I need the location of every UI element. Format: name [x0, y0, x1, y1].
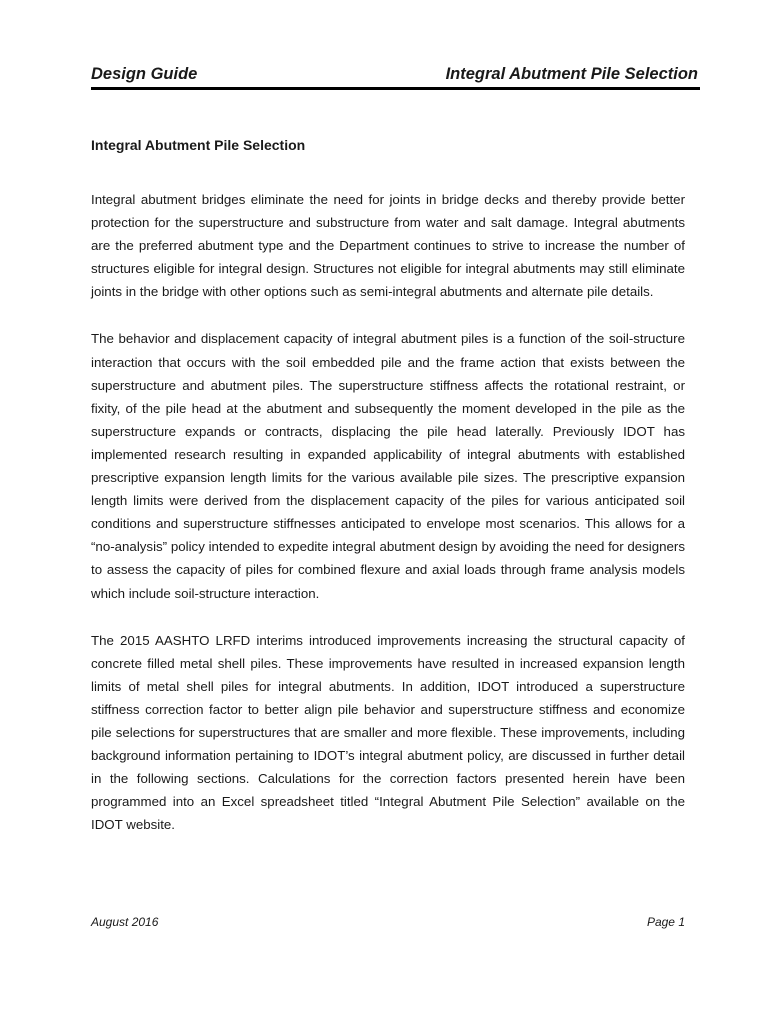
header-doc-title: Integral Abutment Pile Selection [445, 65, 698, 83]
section-title: Integral Abutment Pile Selection [91, 137, 306, 153]
page-header [91, 64, 700, 90]
paragraph-intro: Integral abutment bridges eliminate the need for joints in bridge decks and thereby provide better protection for the superstructure and substructure from water and salt damage. Integral abutments are the preferred abutment type and the Department continues to strive to increase the number of structures eligible for integral design. Structures not eligible for integral abutments may still eliminate joints in the bridge with other options such as semi-integral abutments and alternate pile details. [91, 192, 685, 300]
header-doc-type: Design Guide [91, 65, 198, 83]
footer-page-number: Page 1 [646, 915, 685, 929]
body-text [91, 188, 685, 860]
footer-date: August 2016 [91, 915, 159, 929]
paragraph-improvements: The 2015 AASHTO LRFD interims introduced improvements increasing the structural capacity of concrete filled metal shell piles. These improvements have resulted in increased expansion length limits of metal shell piles for integral abutments. In addition, IDOT introduced a superstructure stiffness correction factor to better align pile behavior and superstructure stiffness and economize pile selections for superstructures that are smaller and more flexible. These improvements, including background information pertaining to IDOT’s integral abutment policy, are discussed in further detail in the following sections. Calculations for the correction factors presented herein have been programmed into an Excel spreadsheet titled “Integral Abutment Pile Selection” available on the IDOT website. [91, 632, 685, 833]
paragraph-behavior: The behavior and displacement capacity of integral abutment piles is a function of the soil-structure interaction that occurs with the soil embedded pile and the frame action that exists between the superstructure and abutment piles. The superstructure stiffness affects the rotational restraint, or fixity, of the pile head at the abutment and subsequently the moment developed in the pile as the superstructure expands or contracts, displacing the pile head laterally. Previously IDOT has implemented research resulting in expanded applicability of integral abutments with established prescriptive expansion length limits for the various available pile sizes. The prescriptive expansion length limits were derived from the displacement capacity of the piles for various anticipated soil conditions and superstructure stiffnesses anticipated to envelope most scenarios. This allows for a “no-analysis” policy intended to expedite integral abutment design by avoiding the need for designers to assess the capacity of piles for combined flexure and axial loads through frame analysis models which include soil-structure interaction. [91, 331, 685, 601]
